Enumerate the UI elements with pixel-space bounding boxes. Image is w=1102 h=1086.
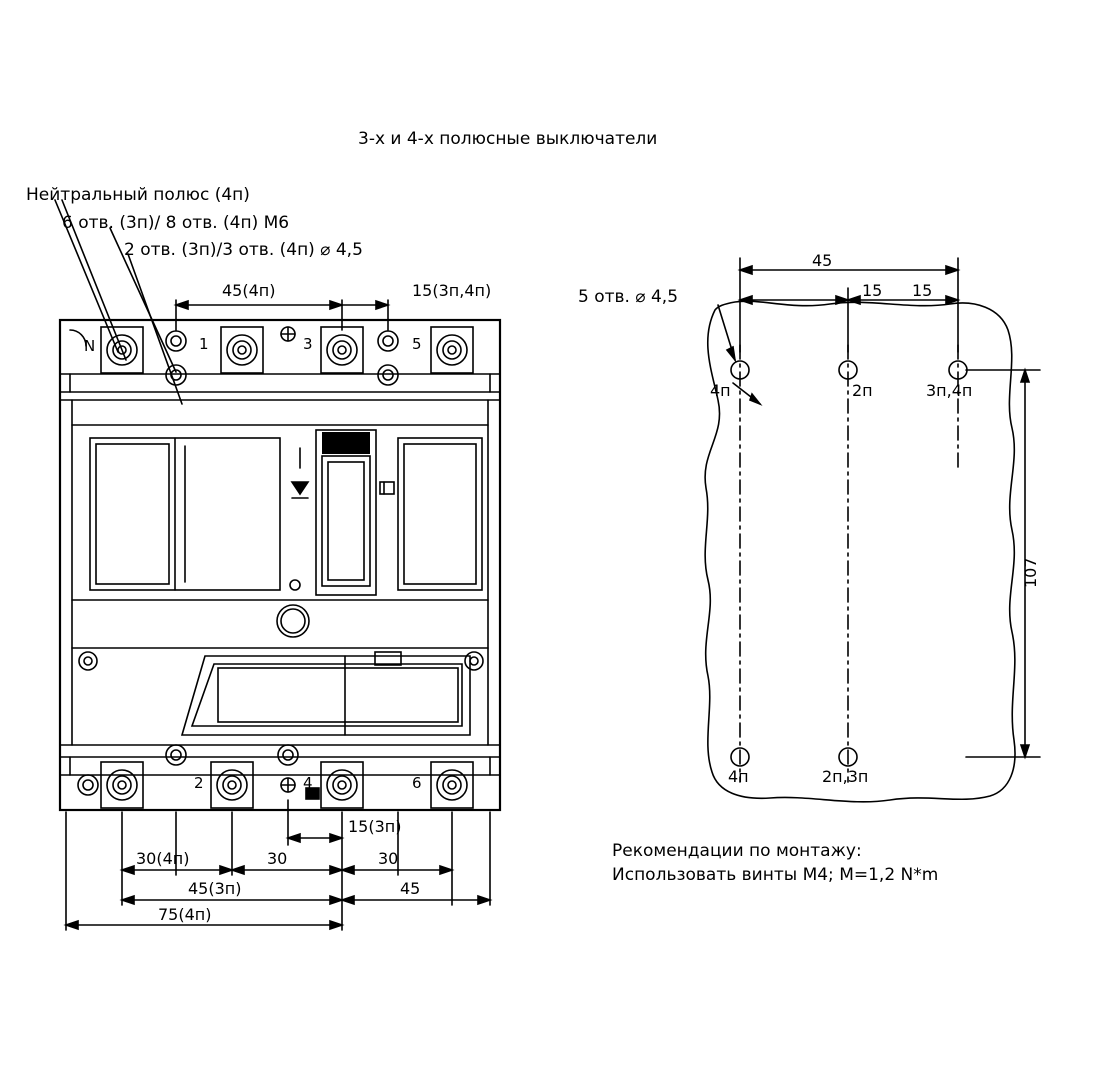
terminal-label-n: N: [84, 337, 96, 355]
hole-label-2p-top: 2п: [852, 381, 873, 400]
callout-neutral-pole: Нейтральный полюс (4п): [26, 185, 250, 205]
page-title: 3-х и 4-х полюсные выключатели: [358, 129, 658, 149]
dim-15-3p-4p: 15(3п,4п): [412, 281, 492, 300]
dim-45-top: 45: [812, 251, 833, 270]
terminal-label-6: 6: [412, 774, 422, 792]
hole-label-4p-top: 4п: [710, 381, 731, 400]
terminal-label-5: 5: [412, 335, 422, 353]
dim-30-a: 30: [267, 849, 288, 868]
terminal-label-3: 3: [303, 335, 313, 353]
dim-15-right: 15: [912, 281, 933, 300]
callout-5-holes: 5 отв. ⌀ 4,5: [578, 287, 679, 307]
dim-107-vertical: 107: [1021, 557, 1040, 588]
callout-holes-45: 2 отв. (3п)/3 отв. (4п) ⌀ 4,5: [124, 240, 363, 260]
terminal-label-2: 2: [194, 774, 204, 792]
hole-label-2p-3p-bottom: 2п,3п: [822, 767, 869, 786]
dim-15-3p: 15(3п): [348, 817, 402, 836]
mounting-note-line2: Использовать винты М4; М=1,2 N*m: [612, 865, 939, 885]
dim-15-left: 15: [862, 281, 883, 300]
terminal-label-1: 1: [199, 335, 209, 353]
hole-label-4p-bottom: 4п: [728, 767, 749, 786]
dim-30-b: 30: [378, 849, 399, 868]
dim-45-4p: 45(4п): [222, 281, 276, 300]
dim-45-3p: 45(3п): [188, 879, 242, 898]
hole-label-3p-4p-top: 3п,4п: [926, 381, 973, 400]
dim-45: 45: [400, 879, 421, 898]
dim-75-4p: 75(4п): [158, 905, 212, 924]
terminal-label-4: 4: [303, 774, 313, 792]
dim-30-4p: 30(4п): [136, 849, 190, 868]
callout-holes-m6: 6 отв. (3п)/ 8 отв. (4п) М6: [62, 213, 290, 233]
mounting-note-line1: Рекомендации по монтажу:: [612, 841, 862, 861]
